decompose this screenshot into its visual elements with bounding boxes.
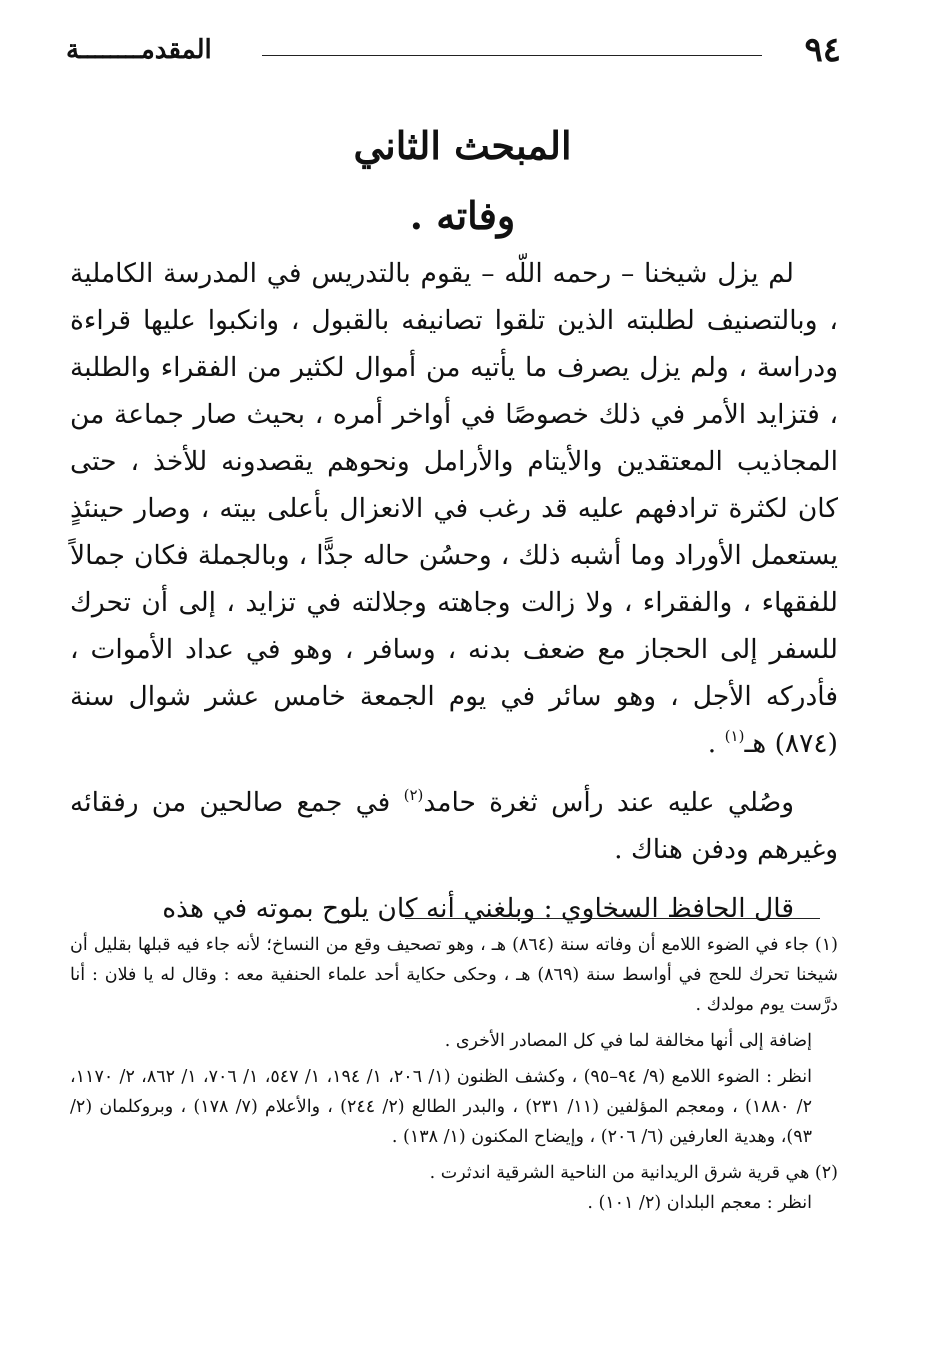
paragraph-2-text-b: في جمع صالحين من رفقائه وغيرهم ودفن هناك . <box>70 787 838 865</box>
paragraph-3: قال الحافظ السخاوي : وبلغني أنه كان يلوح بموته في هذه <box>162 893 794 924</box>
section-heading: وفاته . <box>409 193 516 238</box>
footnote-2-source: انظر : معجم البلدان (٢/ ١٠١) . <box>587 1193 812 1213</box>
footnote-1-text: (١) جاء في الضوء اللامع أن وفاته سنة (٨٦٤) هـ ، وهو تصحيف وقع من النساخ؛ لأنه جاء فيه قبلها بقليل أن شيخنا تحرك للحج في أواسط سنة (٨٦٩) هـ ، وحكى حكاية أحد علماء الحنفية معه : وقال له يا فلان : أنا درَّست يوم مولدك . <box>70 935 839 1015</box>
footnote-ref-2[interactable]: (٢) <box>403 786 424 804</box>
chapter-heading: المبحث الثاني <box>353 123 572 168</box>
paragraph-1-end: . <box>707 728 725 759</box>
footnote-1-addition: إضافة إلى أنها مخالفة لما في كل المصادر الأخرى . <box>444 1031 812 1051</box>
footnote-ref-1[interactable]: (١) <box>724 727 745 745</box>
paragraph-1 <box>70 250 838 767</box>
main-text <box>70 250 838 932</box>
header-rule <box>262 55 762 56</box>
footnote-2-text: (٢) هي قرية شرق الريدانية من الناحية الشرقية اندثرت . <box>429 1163 838 1183</box>
footnotes <box>70 930 838 1218</box>
paragraph-1-text: لم يزل شيخنا – رحمه اللّه – يقوم بالتدريس في المدرسة الكاملية ، وبالتصنيف لطلبته الذين تلقوا تصانيفه بالقبول ، وانكبوا عليها قراءة ودراسة ، ولم يزل يصرف ما يأتيه من أموال لكثير من الفقراء والطلبة ، فتزايد الأمر في ذلك خصوصًا في أواخر أمره ، بحيث صار جماعة من المجاذيب المعتقدين والأيتام والأرامل ونحوهم يقصدونه للأخذ ، حتى كان لكثرة ترادفهم عليه قد رغب في الانعزال بأعلى بيته ، وصار حينئذٍ يستعمل الأوراد وما أشبه ذلك ، وحسُن حاله جدًّا ، وبالجملة فكان جمالاً للفقهاء ، والفقراء ، ولا زالت وجاهته وجلالته في تزايد ، إلى أن تحرك للسفر إلى الحجاز مع ضعف بدنه ، وسافر ، وهو في عداد الأموات ، فأدركه الأجل ، وهو سائر في يوم الجمعة خامس عشر شوال سنة (٨٧٤) هـ <box>70 258 838 759</box>
page-number: ٩٤ <box>804 30 841 70</box>
paragraph-2 <box>70 779 838 873</box>
paragraph-2-text-a: وصُلي عليه عند رأس ثغرة حامد <box>423 787 794 818</box>
footnote-1-sources: انظر : الضوء اللامع (٩/ ٩٤–٩٥) ، وكشف الظنون (١/ ٢٠٦، ١/ ١٩٤، ١/ ٥٤٧، ١/ ٧٠٦، ١/ ٨٦٢، ٢/ ١١٧٠، ٢/ ١٨٨٠) ، ومعجم المؤلفين (١١/ ٢٣١) ، والبدر الطالع (٢/ ٢٤٤) ، والأعلام (٧/ ١٧٨) ، وبروكلمان (٢/ ٩٣)، وهدية العارفين (٦/ ٢٠٦) ، وإيضاح المكنون (١/ ١٣٨) . <box>70 1067 813 1147</box>
footnote-rule <box>405 918 820 919</box>
running-head: المقدمــــــــة <box>66 35 212 65</box>
